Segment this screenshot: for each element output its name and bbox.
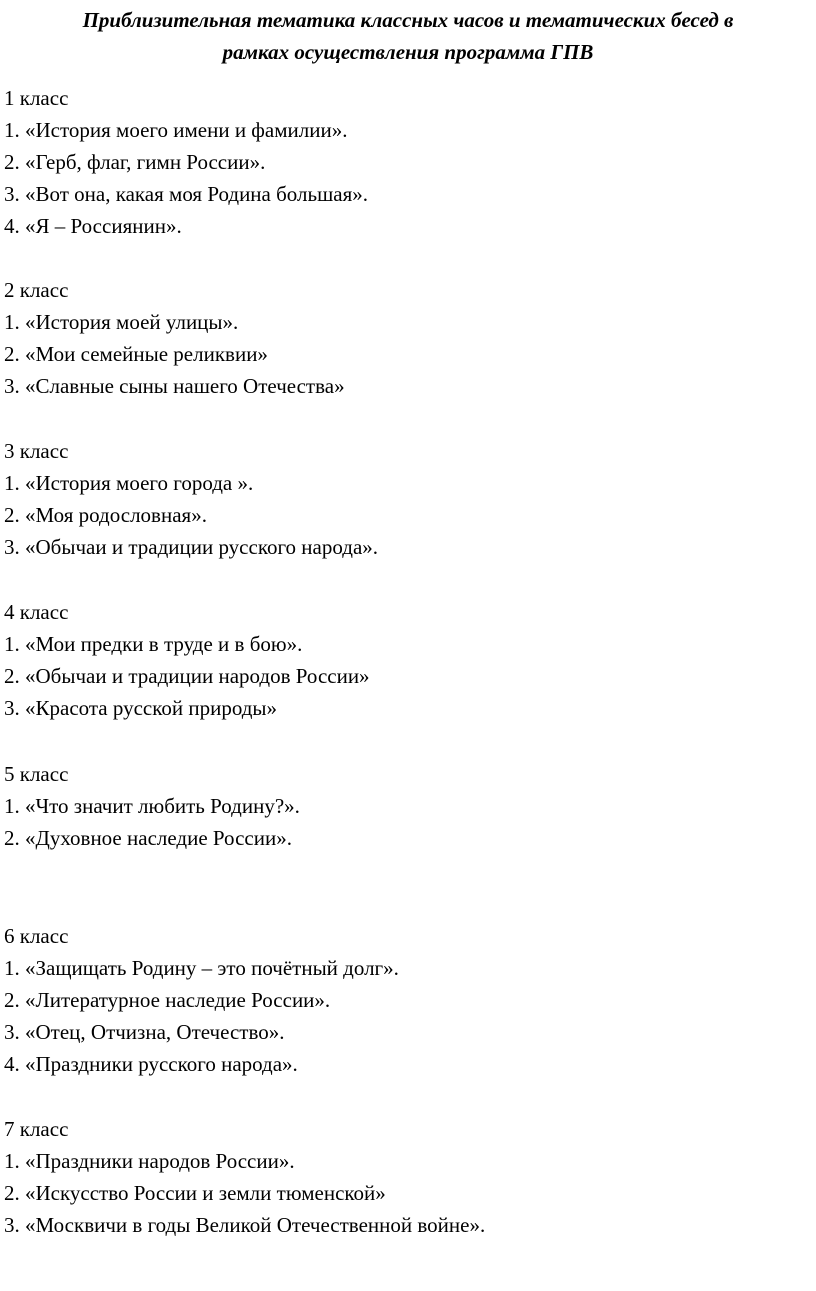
- document-title: [0, 4, 816, 68]
- section-heading: 3 класс: [4, 439, 69, 463]
- section-grade-1: [4, 82, 804, 242]
- section-heading: 4 класс: [4, 600, 69, 624]
- list-item: 3. «Обычаи и традиции русского народа».: [4, 535, 379, 559]
- list-item: 3. «Славные сыны нашего Отечества»: [4, 374, 345, 398]
- section-grade-3: [4, 435, 804, 563]
- section-heading: 1 класс: [4, 86, 69, 110]
- list-item: 2. «Искусство России и земли тюменской»: [4, 1181, 386, 1205]
- section-grade-4: [4, 596, 804, 724]
- list-item: 1. «Защищать Родину – это почётный долг».: [4, 956, 399, 980]
- list-item: 2. «Герб, флаг, гимн России».: [4, 150, 266, 174]
- list-item: 3. «Вот она, какая моя Родина большая».: [4, 182, 368, 206]
- section-grade-6: [4, 920, 804, 1080]
- section-heading: 7 класс: [4, 1117, 69, 1141]
- list-item: 4. «Я – Россиянин».: [4, 214, 182, 238]
- list-item: 3. «Москвичи в годы Великой Отечественной войне».: [4, 1213, 486, 1237]
- list-item: 2. «Духовное наследие России».: [4, 826, 292, 850]
- section-grade-2: [4, 274, 804, 402]
- title-line-2: рамках осуществления программа ГПВ: [222, 40, 594, 64]
- list-item: 4. «Праздники русского народа».: [4, 1052, 298, 1076]
- list-item: 1. «История моей улицы».: [4, 310, 239, 334]
- list-item: 1. «Что значит любить Родину?».: [4, 794, 300, 818]
- list-item: 1. «История моего имени и фамилии».: [4, 118, 348, 142]
- list-item: 2. «Литературное наследие России».: [4, 988, 331, 1012]
- section-heading: 6 класс: [4, 924, 69, 948]
- list-item: 1. «Мои предки в труде и в бою».: [4, 632, 303, 656]
- section-heading: 5 класс: [4, 762, 69, 786]
- title-line-1: Приблизительная тематика классных часов и тематических бесед в: [82, 8, 734, 32]
- section-heading: 2 класс: [4, 278, 69, 302]
- list-item: 2. «Моя родословная».: [4, 503, 207, 527]
- list-item: 3. «Красота русской природы»: [4, 696, 278, 720]
- section-grade-7: [4, 1113, 804, 1241]
- list-item: 2. «Мои семейные реликвии»: [4, 342, 268, 366]
- list-item: 2. «Обычаи и традиции народов России»: [4, 664, 370, 688]
- list-item: 1. «Праздники народов России».: [4, 1149, 295, 1173]
- list-item: 3. «Отец, Отчизна, Отечество».: [4, 1020, 285, 1044]
- list-item: 1. «История моего города ».: [4, 471, 254, 495]
- section-grade-5: [4, 758, 804, 854]
